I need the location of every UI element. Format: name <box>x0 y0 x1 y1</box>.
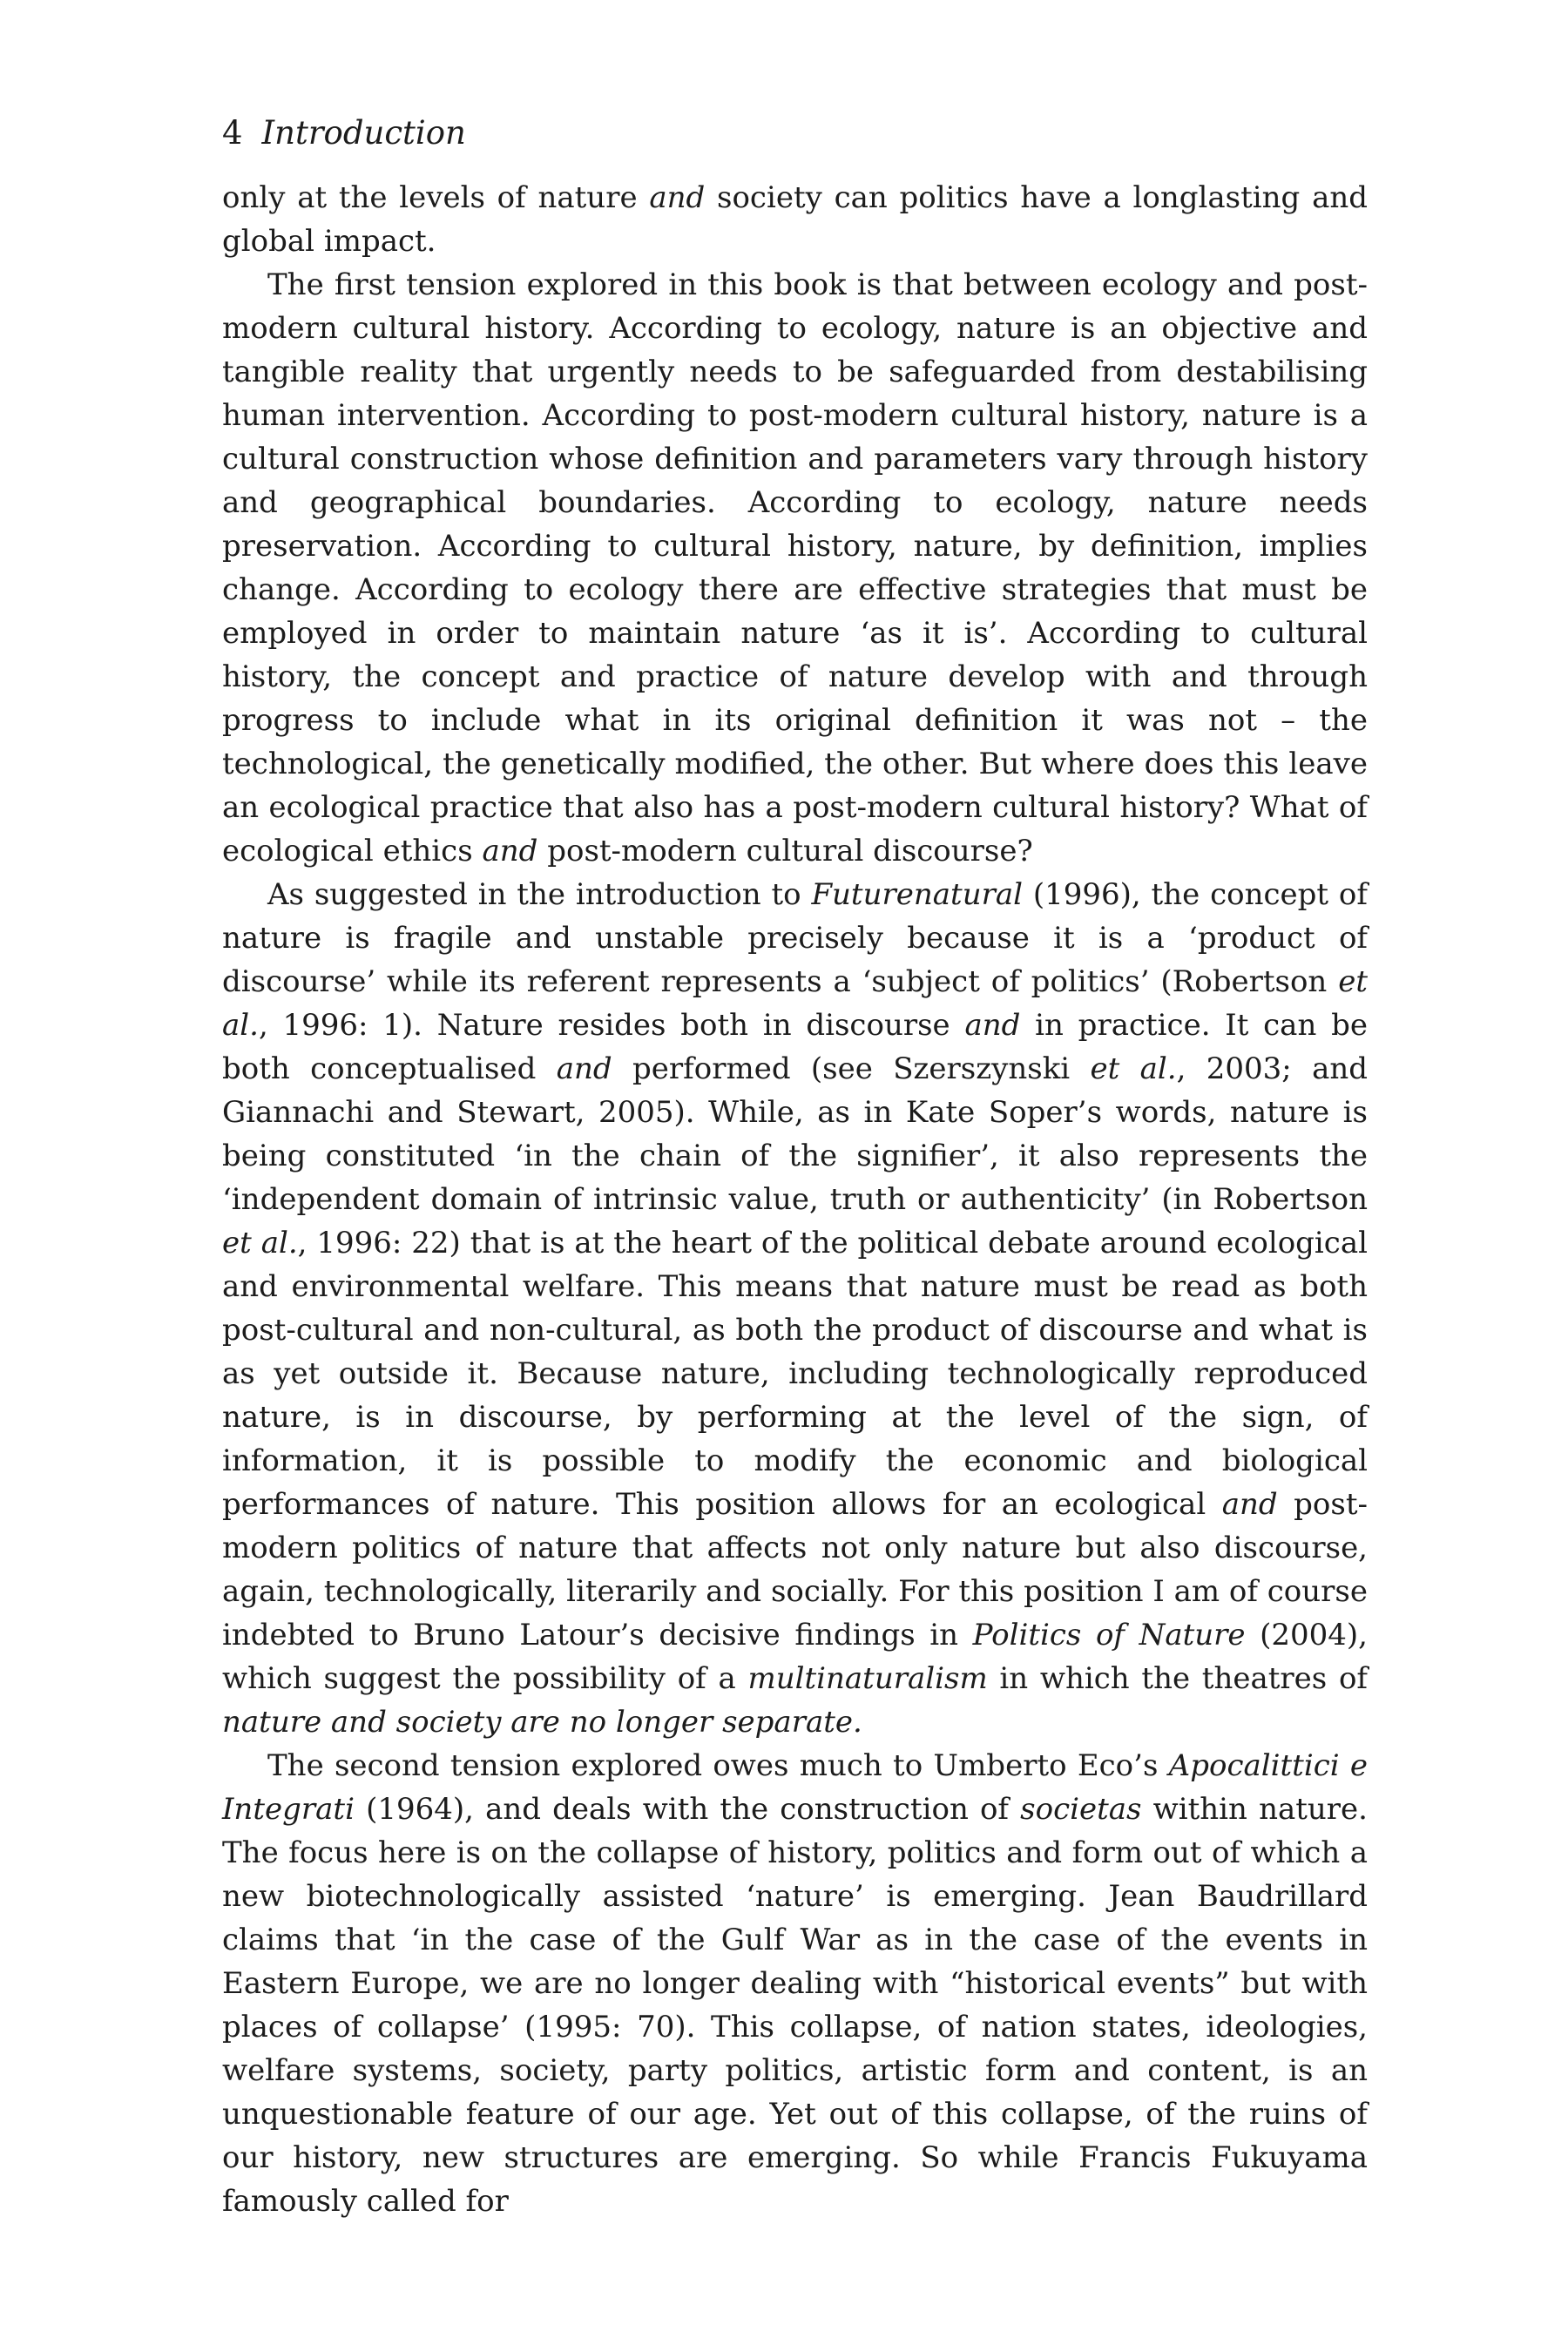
text-run: in which the theatres of <box>987 1661 1369 1696</box>
paragraph-first-tension <box>222 263 1368 873</box>
text-run: , 1996: 1). Nature resides both in discourse <box>258 1008 965 1043</box>
text-run: post-modern politics of nature that affects not only nature but also discourse, again, technologically, literarily and socially. For this position I am of course indebted to Bruno Latour’s decisive findings in <box>222 1487 1368 1652</box>
italic-text: Politics of Nature <box>972 1618 1246 1652</box>
italic-text: et al. <box>222 1226 298 1260</box>
italic-text: and <box>964 1008 1021 1043</box>
paragraph-futurenatural <box>222 873 1368 1744</box>
text-run: As suggested in the introduction to <box>267 877 812 912</box>
paragraph-continuation <box>222 176 1368 263</box>
italic-text: multinaturalism <box>747 1661 988 1696</box>
text-run: , 1996: 22) that is at the heart of the political debate around ecological and environmental welfare. This means that nature must be read as both post-cultural and non-cultural, as both the product of discourse and what is as yet outside it. Because nature, including technologically reproduced nature, is in discourse, by performing at the level of the sign, of information, it is possible to modify the economic and biological performances of nature. This position allows for an ecological <box>222 1226 1368 1522</box>
text-run: post-modern cultural discourse? <box>537 834 1033 868</box>
text-run: (1964), and deals with the construction of <box>354 1792 1021 1827</box>
italic-text: and <box>482 834 538 868</box>
paragraph-second-tension <box>222 1744 1368 2223</box>
italic-text: and <box>649 180 706 215</box>
italic-text: et al. <box>1090 1051 1177 1086</box>
text-run: The first tension explored in this book is that between ecology and post-modern cultural history. According to ecology, nature is an objective and tangible reality that urgently needs to be safeguarded from destabilising human intervention. According to post-modern cultural history, nature is a cultural construction whose definition and parameters vary through history and geographical boundaries. According to ecology, nature needs preservation. According to cultural history, nature, by definition, implies change. According to ecology there are effective strategies that must be employed in order to maintain nature ‘as it is’. According to cultural history, the concept and practice of nature develop with and through progress to include what in its original definition it was not – the technological, the genetically modified, the other. But where does this leave an ecological practice that also has a post-modern cultural history? What of ecological ethics <box>222 267 1368 868</box>
text-run: (1996), the concept of nature is fragile and unstable precisely because it is a ‘product of discourse’ while its referent represents a ‘subject of politics’ (Robertson <box>222 877 1368 999</box>
italic-text: Apocalittici e Integrati <box>222 1748 1368 1827</box>
text-run: only at the levels of nature <box>222 180 650 215</box>
text-run: society can politics have a longlasting and global impact. <box>222 180 1369 259</box>
text-run: The second tension explored owes much to Umberto Eco’s <box>267 1748 1169 1783</box>
text-run: in practice. It can be both conceptualised <box>222 1008 1368 1086</box>
italic-text: nature and society are no longer separate. <box>222 1705 862 1740</box>
text-run: , 2003; and Giannachi and Stewart, 2005). While, as in Kate Soper’s words, nature is being constituted ‘in the chain of the signifier’, it also represents the ‘independent domain of intrinsic value, truth or authenticity’ (in Robertson <box>222 1051 1369 1217</box>
text-run: within nature. The focus here is on the collapse of history, politics and form out of which a new biotechnologically assisted ‘nature’ is emerging. Jean Baudrillard claims that ‘in the case of the Gulf War as in the case of the events in Eastern Europe, we are no longer dealing with “historical events” but with places of collapse’ (1995: 70). This collapse, of nation states, ideologies, welfare systems, society, party politics, artistic form and content, is an unquestionable feature of our age. Yet out of this collapse, of the ruins of our history, new structures are emerging. So while Francis Fukuyama famously called for <box>222 1792 1368 2219</box>
page-number: 4 <box>222 114 243 152</box>
section-title: Introduction <box>261 114 466 152</box>
italic-text: and <box>556 1051 612 1086</box>
italic-text: and <box>1221 1487 1278 1522</box>
italic-text: Futurenatural <box>811 877 1023 912</box>
italic-text: et al. <box>222 964 1368 1043</box>
text-run: (2004), which suggest the possibility of a <box>222 1618 1368 1696</box>
body-text <box>222 176 1368 2223</box>
text-run: performed (see Szerszynski <box>612 1051 1091 1086</box>
italic-text: societas <box>1020 1792 1142 1827</box>
running-head <box>222 112 466 155</box>
